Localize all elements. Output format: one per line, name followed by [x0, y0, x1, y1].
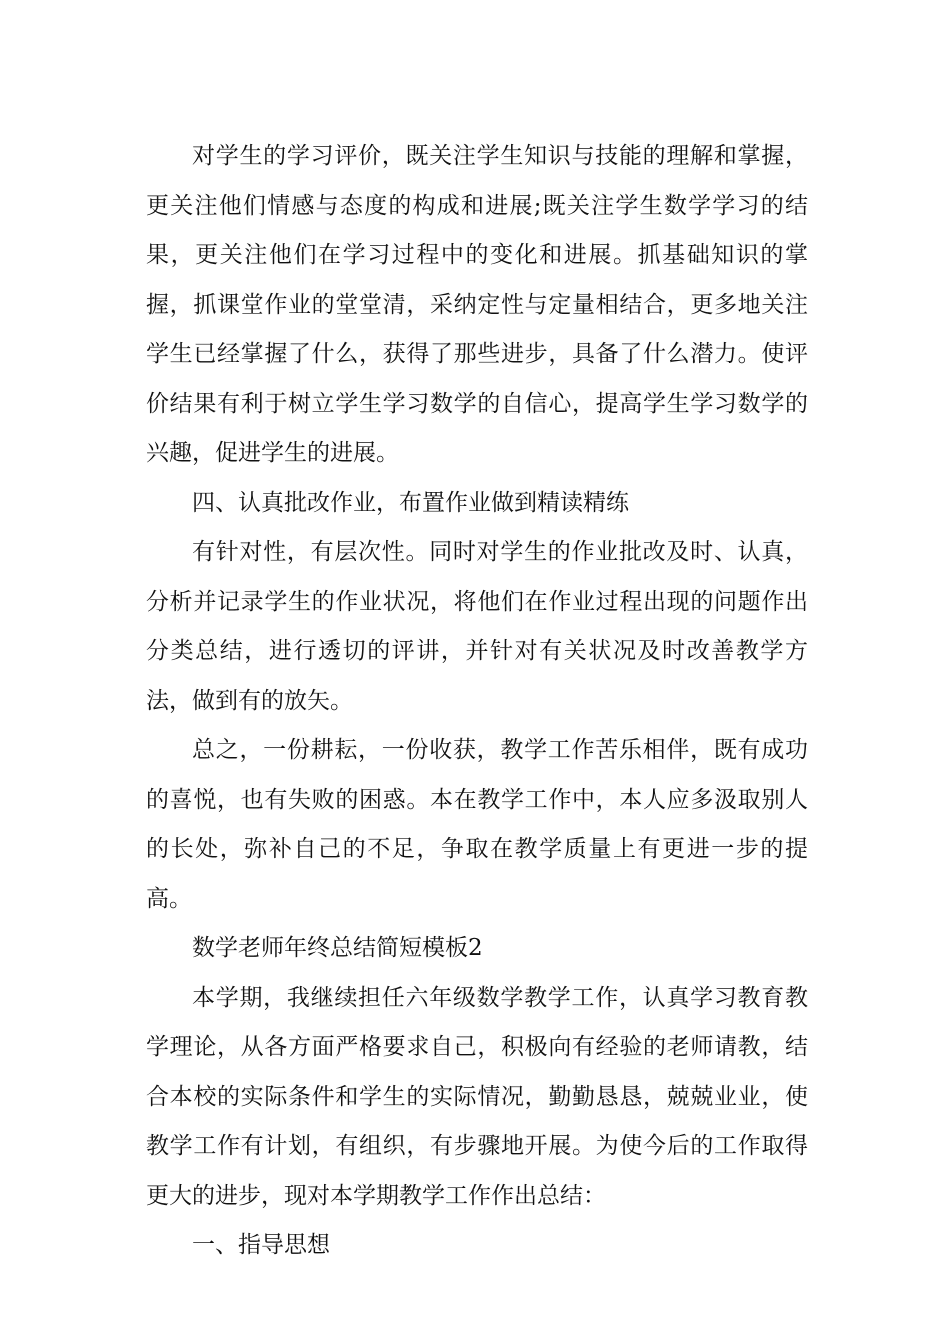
paragraph-conclusion: 总之，一份耕耘，一份收获，教学工作苦乐相伴，既有成功的喜悦，也有失败的困惑。本在教学工作中，本人应多汲取别人的长处，弥补自己的不足，争取在教学质量上有更进一步的提高。: [146, 737, 808, 912]
document-body: [146, 132, 808, 1271]
template-title: 数学老师年终总结简短模板2: [192, 935, 483, 961]
paragraph-evaluation: 对学生的学习评价，既关注学生知识与技能的理解和掌握，更关注他们情感与态度的构成和进展;既关注学生数学学习的结果，更关注他们在学习过程中的变化和进展。抓基础知识的掌握，抓课堂作业的堂堂清，采纳定性与定量相结合，更多地关注学生已经掌握了什么，获得了那些进步，具备了什么潜力。使评价结果有利于树立学生学习数学的自信心，提高学生学习数学的兴趣，促进学生的进展。: [146, 143, 808, 466]
paragraph-homework: 有针对性，有层次性。同时对学生的作业批改及时、认真，分析并记录学生的作业状况，将他们在作业过程出现的问题作出分类总结，进行透切的评讲，并针对有关状况及时改善教学方法，做到有的放矢。: [146, 539, 808, 714]
paragraph-semester-intro: 本学期，我继续担任六年级数学教学工作，认真学习教育教学理论，从各方面严格要求自己，积极向有经验的老师请教，结合本校的实际条件和学生的实际情况，勤勤恳恳，兢兢业业，使教学工作有计划，有组织，有步骤地开展。为使今后的工作取得更大的进步，现对本学期教学工作作出总结：: [146, 984, 808, 1209]
section-heading-homework: 四、认真批改作业，布置作业做到精读精练: [192, 489, 629, 516]
section-heading-guiding-thought: 一、指导思想: [192, 1232, 330, 1258]
